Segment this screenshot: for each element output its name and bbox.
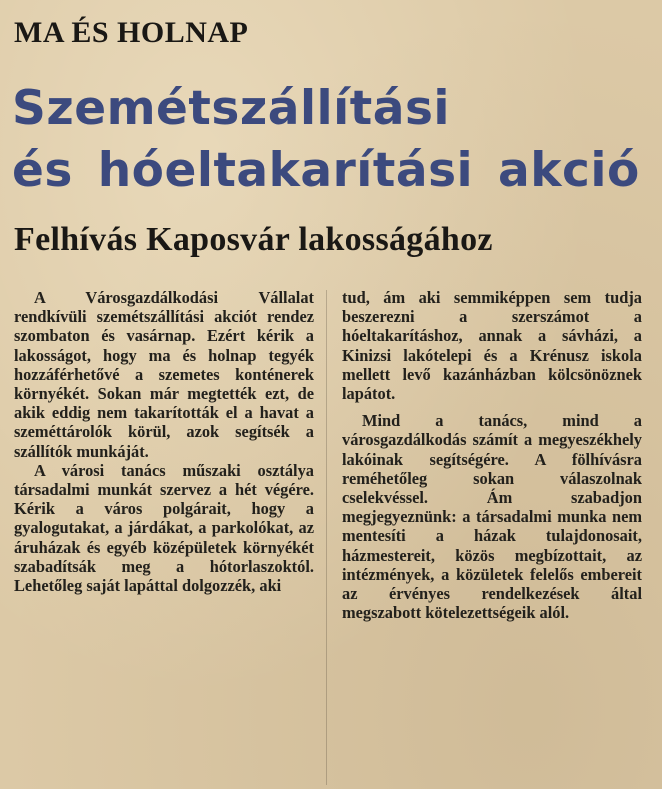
article-column-left [14,288,314,595]
headline [12,78,652,202]
article-paragraph: A városi tanács műszaki osztálya társadalmi munkát szervez a hét végére. Kérik a város polgárait, hogy a gyalogutakat, a járdákat, a parkolókat, az áruházak és egyéb középületek környékét szabadítsák meg a hótorlaszoktól. Lehetőleg saját lapáttal dolgozzék, aki [14,460,314,596]
headline-line-1: Szemétszállítási [12,81,451,136]
article-paragraph: A Városgazdálkodási Vállalat rendkívüli szemétszállítási akciót rendez szombaton és vasárnap. Ezért kérik a lakosságot, hogy ma és holnap tegyék hozzáférhetővé a szemetes konténerek környékét. Sokan már megtették ezt, de akik eddig nem takarították el a havat a szeméttárolók körül, azok segítsék a szállítók munkáját. [14,288,314,461]
kicker-label: MA ÉS HOLNAP [14,16,249,49]
article-column-right [342,288,642,622]
subheadline: Felhívás Kaposvár lakosságához [14,221,493,258]
column-divider [326,290,327,785]
headline-line-2: és hóeltakarítási akció [12,143,640,198]
article-paragraph: Mind a tanács, mind a városgazdálkodás számít a megyeszékhely lakóinak segítségére. A fölhívásra reméhetőleg sokan válaszolnak cselekvéssel. Ám szabadjon megjegyeznünk: a társadalmi munka nem mentesíti a házak tulajdonosait, házmestereit, közös megbízottait, az intézmények, a közületek felelős embereit az érvényes rendelkezések által megszabott kötelezettségeik alól. [342,411,642,623]
article-paragraph: tud, ám aki semmiképpen sem tudja beszerezni a szerszámot a hóeltakarításhoz, annak a sávházi, a Kinizsi lakótelepi és a Krénusz iskola mellett levő kazánházban kölcsönöznek lapátot. [342,288,642,404]
